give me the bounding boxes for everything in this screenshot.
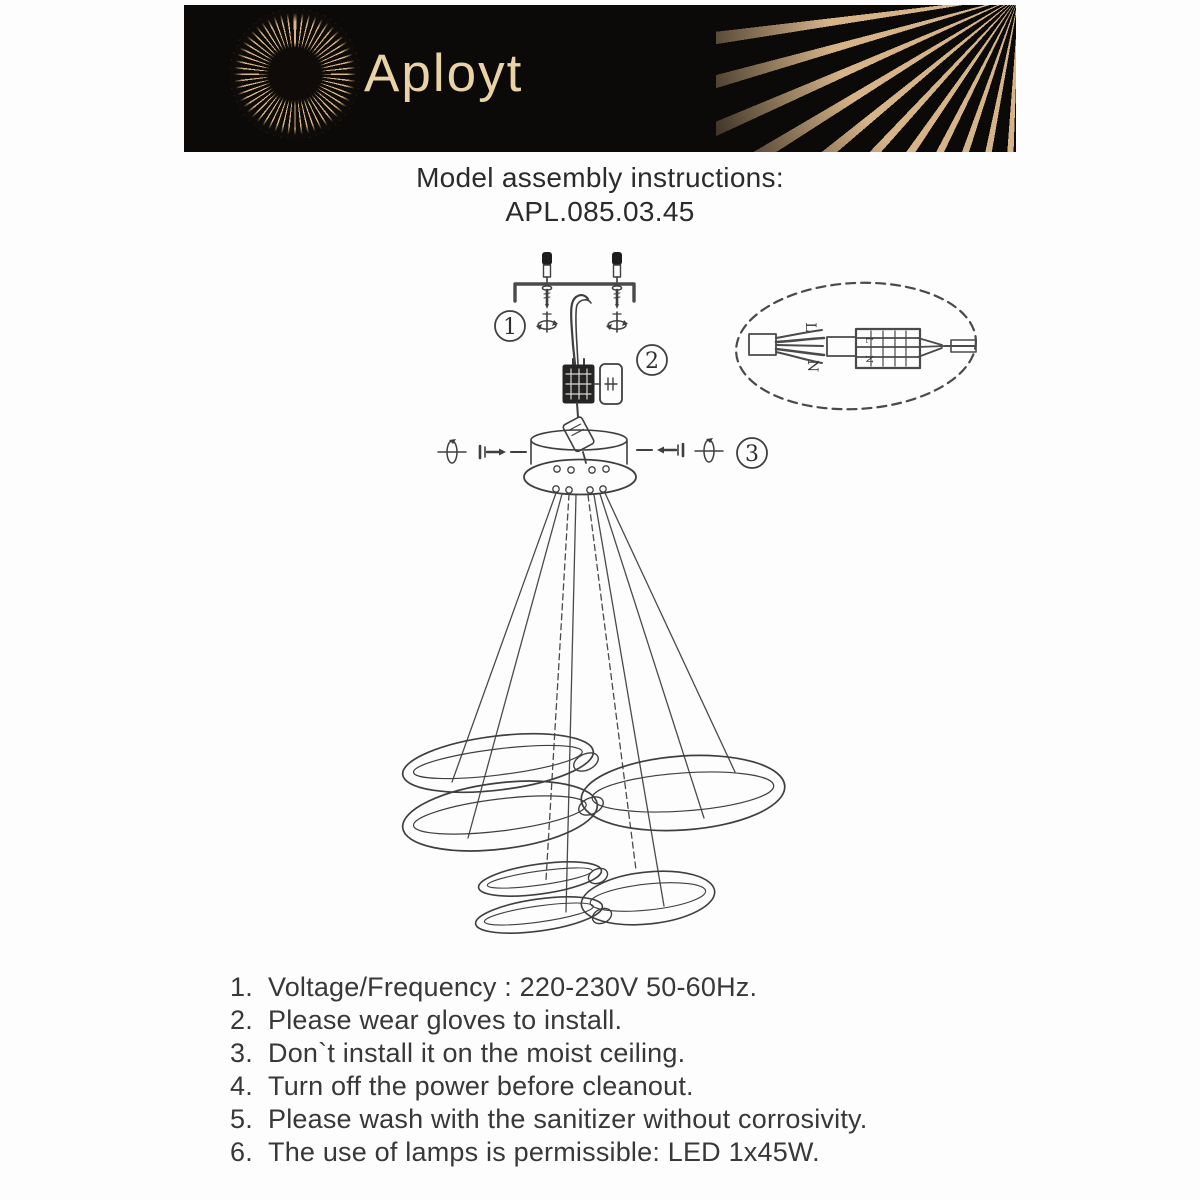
terminal-neutral-label: N — [863, 355, 873, 363]
ring-top-left-upper — [399, 725, 596, 802]
list-item — [230, 1070, 1000, 1103]
turn-arrow-icon — [536, 312, 558, 332]
step3-number: 3 — [745, 442, 759, 467]
list-item — [230, 1136, 1000, 1169]
step3-callout — [737, 438, 767, 468]
cable-holes — [553, 466, 609, 493]
ceiling-canopy — [524, 430, 636, 495]
wall-anchor-icon — [612, 252, 622, 284]
terminal-live-label: L — [863, 337, 873, 343]
live-wire-label: L — [802, 322, 818, 332]
terminal-connector-icon — [827, 329, 976, 368]
suspension-cable — [566, 495, 576, 912]
ring-bottom-left-lower — [473, 890, 604, 940]
side-screw-icon — [657, 444, 683, 456]
step1-callout — [495, 311, 525, 341]
ring-top-left-lower — [399, 771, 602, 860]
power-cable — [571, 295, 588, 364]
suspension-cable — [468, 494, 562, 838]
item-text: Voltage/Frequency : 220-230V 50-60Hz. — [268, 972, 758, 1002]
connector-plug-icon — [562, 416, 595, 452]
light-rings — [399, 725, 788, 940]
power-cable — [576, 300, 591, 364]
item-number: 6. — [230, 1137, 253, 1167]
supply-cable-icon — [749, 330, 824, 363]
suspension-cable — [452, 493, 556, 782]
item-number: 3. — [230, 1038, 253, 1068]
turn-arrow-icon — [606, 312, 628, 332]
item-text: Please wear gloves to install. — [268, 1005, 623, 1035]
item-text: Turn off the power before cleanout. — [268, 1071, 694, 1101]
model-number: APL.085.03.45 — [505, 196, 695, 227]
item-number: 2. — [230, 1005, 253, 1035]
page-title: Model assembly instructions: — [416, 162, 784, 193]
turn-arrow-icon — [695, 438, 723, 462]
step3-canopy-mounting — [438, 430, 767, 495]
turn-arrow-icon — [438, 439, 466, 463]
item-number: 1. — [230, 972, 253, 1002]
instructions-list — [230, 971, 1000, 1169]
side-screw-icon — [480, 446, 506, 458]
list-item — [230, 1037, 1000, 1070]
list-item — [230, 971, 1000, 1004]
neutral-wire-label: N — [804, 359, 820, 373]
item-text: Please wash with the sanitizer without corrosivity. — [268, 1104, 868, 1134]
ring-top-right — [579, 749, 788, 837]
step1-mounting-hardware — [495, 252, 634, 341]
wall-anchor-icon — [542, 252, 552, 284]
connector-box-icon — [600, 364, 622, 404]
mounting-screw-icon — [612, 286, 621, 309]
item-text: The use of lamps is permissible: LED 1x45W. — [268, 1137, 820, 1167]
item-text: Don`t install it on the moist ceiling. — [268, 1038, 686, 1068]
wiring-detail-callout — [733, 277, 979, 415]
list-item — [230, 1103, 1000, 1136]
suspension-cable — [605, 493, 735, 772]
suspension-cable — [594, 495, 664, 906]
terminal-block-icon — [563, 365, 594, 403]
step1-number: 1 — [503, 315, 517, 340]
item-number: 4. — [230, 1071, 253, 1101]
brand-name: Aployt — [364, 44, 524, 103]
step2-number: 2 — [645, 349, 659, 374]
step2-callout — [637, 345, 667, 375]
item-number: 5. — [230, 1104, 253, 1134]
mounting-screw-icon — [542, 286, 551, 309]
list-item — [230, 1004, 1000, 1037]
